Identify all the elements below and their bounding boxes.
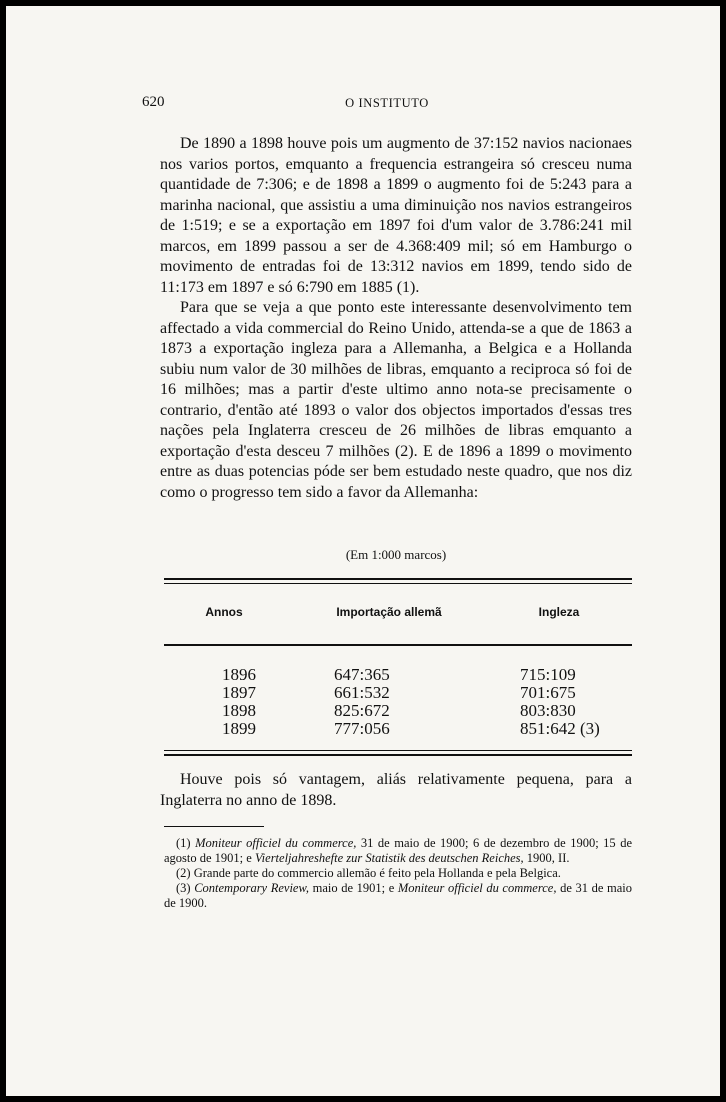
footnote-text: de 31 de maio de 1900.: [164, 881, 632, 910]
table-cell-german-import: 825:672: [334, 701, 390, 720]
column-header-german-import: Importação allemã: [336, 605, 442, 619]
table-cell-german-import: 661:532: [334, 683, 390, 702]
footnote: (2) Grande parte do commercio allemão é feito pela Hollanda e pela Belgica.: [176, 866, 561, 880]
table-cell-year: 1899: [222, 719, 256, 738]
page-header: [142, 94, 632, 114]
footnote-marker: (1): [176, 836, 191, 850]
table-cell-german-import: 647:365: [334, 665, 390, 684]
footnote-text: maio de 1901; e: [309, 881, 398, 895]
table-top-rule: [164, 578, 632, 580]
paragraph: Para que se veja a que ponto este interessante desenvolvimento tem affectado a vida commercial do Reino Unido, attenda-se a que de 1863 a 1873 a exportação ingleza para a Allemanha, a Belgica e a Hollanda subiu num valor de 30 milhões de libras, emquanto a reciproca só foi de 16 milhões; mas a partir d'este ultimo anno nota-se precisamente o contrario, d'então até 1893 o valor dos objectos importados d'essas tres nações pela Inglaterra cresceu de 26 milhões de libras emquanto a exportação d'esta desceu 7 milhões (2). E de 1896 a 1899 o movimento entre as duas potencias póde ser bem estudado neste quadro, que nos diz como o progresso tem sido a favor da Allemanha:: [160, 299, 632, 501]
footnote-text: 1900, II.: [523, 851, 570, 865]
footnote: [164, 836, 632, 866]
table-cell-german-import: 777:056: [334, 719, 390, 738]
footnote-marker: (3): [176, 881, 191, 895]
conclusion-paragraph: Houve pois só vantagem, aliás relativamente pequena, para a Inglaterra no anno de 1898.: [160, 771, 632, 809]
table-bottom-rule-thin: [164, 750, 632, 751]
table-top-rule-thin: [164, 583, 632, 584]
footnote-separator: [164, 826, 264, 827]
table-cell-english: 803:830: [520, 701, 576, 720]
running-title: O INSTITUTO: [345, 96, 429, 110]
table-bottom-rule: [164, 754, 632, 756]
footnote-source-title: Vierteljahreshefte zur Statistik des deutschen Reiches,: [254, 851, 524, 865]
table-cell-year: 1896: [222, 665, 256, 684]
footnote: [164, 881, 632, 911]
table-caption: (Em 1:000 marcos): [345, 547, 447, 562]
paragraph: De 1890 a 1898 houve pois um augmento de 37:152 navios nacionaes nos varios portos, emquanto a frequencia estrangeira só cresceu numa quantidade de 7:306; e de 1898 a 1899 o augmento foi de 5:243 para a marinha nacional, que assistiu a uma diminuição nos navios estrangeiros de 1:519; e se a exportação em 1897 foi d'um valor de 3.786:241 mil marcos, em 1899 passou a ser de 4.368:409 mil; só em Hamburgo o movimento de entradas foi de 13:312 navios em 1899, tendo sido de 11:173 em 1897 e só 6:790 em 1885 (1).: [160, 135, 632, 296]
book-page: [6, 6, 720, 1096]
body-text: [160, 134, 632, 503]
table-cell-english: 851:642 (3): [520, 719, 600, 738]
footnote-source-title: Contemporary Review,: [194, 881, 309, 895]
column-header-years: Annos: [205, 605, 243, 619]
table-cell-year: 1898: [222, 701, 256, 720]
footnote-source-title: Moniteur officiel du commerce,: [195, 836, 357, 850]
footnote-text: 31 de maio de 1900; 6 de dezembro de 1900; 15 de agosto de 1901; e: [164, 836, 632, 865]
table-cell-year: 1897: [222, 683, 256, 702]
table-cell-english: 715:109: [520, 665, 576, 684]
column-header-english: Ingleza: [538, 605, 580, 619]
trade-table: [164, 578, 632, 760]
footnote-source-title: Moniteur officiel du commerce,: [397, 881, 557, 895]
table-header-rule: [164, 644, 632, 646]
page-number: 620: [142, 94, 165, 110]
footnotes: [164, 836, 632, 911]
table-cell-english: 701:675: [520, 683, 576, 702]
